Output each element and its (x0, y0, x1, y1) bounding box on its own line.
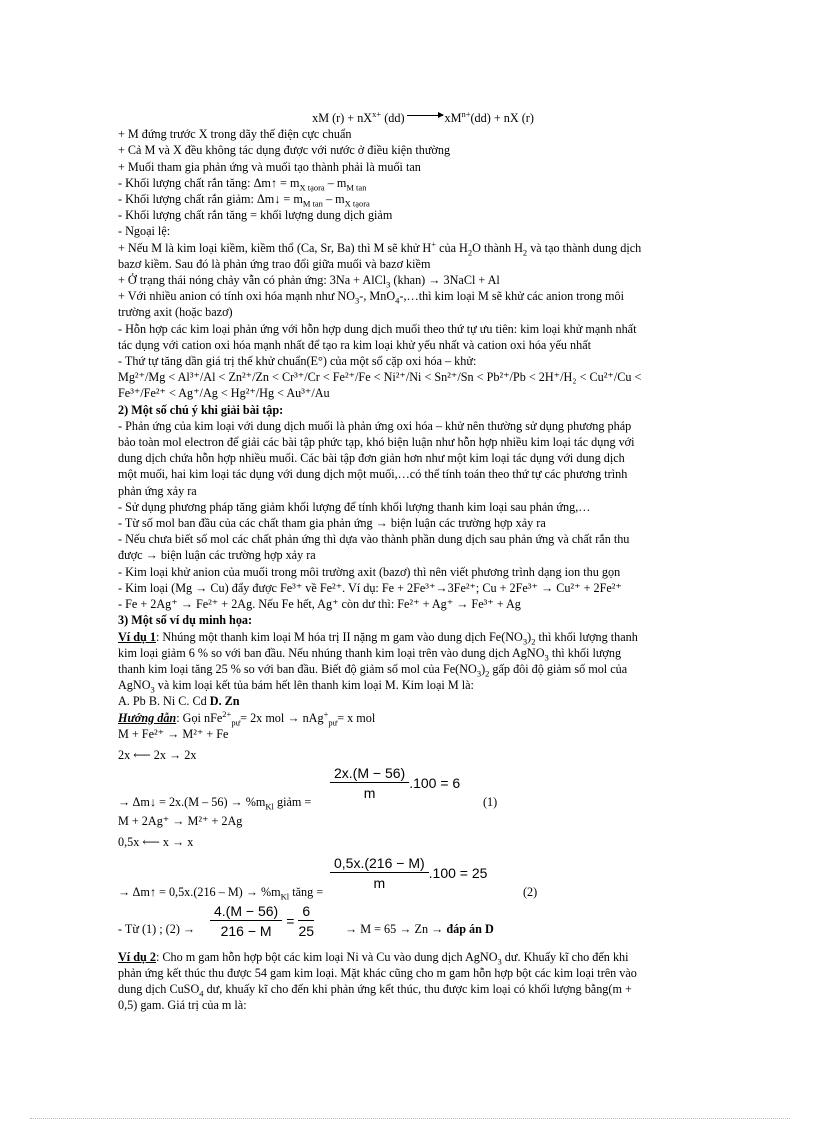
fraction-3 (210, 903, 314, 939)
exceptions-title: - Ngoại lệ: (118, 224, 171, 239)
from-text: - Từ (1) ; (2) → (118, 921, 196, 936)
mass-inc-s2: M tan (346, 182, 367, 193)
reaction-right-sup: n+ (461, 108, 471, 119)
formula-1 (118, 763, 688, 813)
example-2-line-1 (118, 949, 688, 965)
mass-increase (118, 175, 688, 191)
guide-label: Hướng dẫn (118, 710, 177, 725)
example-1-label: Ví dụ 1 (118, 629, 156, 644)
ex1-options-text: A. Pb B. Ni C. Cd (118, 694, 207, 709)
fraction-1-body (330, 765, 409, 801)
alkali-b: của H (436, 240, 468, 255)
line2b: tăng = (289, 884, 324, 899)
ex2-l3b: dư, khuấy kĩ cho đến khi phản ứng kết thúc, thu được kim loại có khối lượng bằng(m + (203, 981, 632, 996)
example-2-label: Ví dụ 2 (118, 949, 156, 964)
mass-inc-s1: X tạora (299, 182, 325, 193)
formula-3 (118, 903, 688, 949)
potential-line: - Thứ tự tăng dần giá trị thế khử chuẩn(E°) của một số cặp oxi hóa – khử: (118, 354, 477, 369)
line2a: → Δm↑ = 0,5x.(216 – M) → %m (118, 884, 281, 899)
guide-sub1: pư (231, 716, 241, 727)
delta-m-decrease (118, 794, 311, 810)
reaction-1-moles: 2x ⟵ 2x → 2x (118, 747, 197, 762)
anion-sub2: 4 (395, 295, 400, 306)
frac4-den: 25 (298, 922, 315, 939)
condition-2: + Cả M và X đều không tác dụng được với nước ở điều kiện thường (118, 143, 451, 158)
anion-a: + Với nhiều anion có tính oxi hóa mạnh như NO (118, 289, 356, 304)
mass-inc-a: - Khối lượng chất rắn tăng: Δm↑ = m (118, 175, 300, 190)
guide-b: = 2x mol → nAg (240, 710, 324, 725)
example-1-options (118, 693, 688, 709)
reaction-1: M + Fe²⁺ → M²⁺ + Fe (118, 726, 229, 741)
molten-sub: 3 (386, 279, 391, 290)
note-line: một muối, hai kim loại tác dụng với dung dịch một muối,…có thể tính toán theo thứ tự các phương trình (118, 467, 628, 482)
anion-c: -,…thì kim loại M sẽ khử các anion trong môi (399, 289, 624, 304)
mixture-line-1: - Hỗn hợp các kim loại phản ứng với hỗn hợp dung dịch muối theo thứ tự ưu tiên: kim loại khử mạnh nhất (118, 321, 637, 336)
fraction-2 (330, 855, 487, 891)
anion-b: -, MnO (359, 289, 396, 304)
formula-2 (118, 851, 688, 901)
reaction-2: M + 2Ag⁺ → M²⁺ + 2Ag (118, 814, 243, 829)
example-1-line-1 (118, 629, 688, 645)
document-page (118, 110, 688, 1013)
note-line: dung dịch chứa hỗn hợp nhiều muối. Các bài tập đơn giản hơn như một kim loại tác dụng với dung dịch (118, 451, 625, 466)
frac1-rest: .100 = 6 (409, 775, 461, 792)
ex1-l3b: ) (481, 661, 486, 676)
ex1-l1c: thì khối lượng thanh (535, 629, 638, 644)
ex2-l3a: dung dịch CuSO (118, 981, 200, 996)
ex1-l3a: thanh kim loại tăng 25 % so với ban đầu. Biết độ giảm số mol của Fe(NO (118, 661, 477, 676)
reaction-sup: x+ (372, 108, 382, 119)
note-line: phản ứng xảy ra (118, 483, 197, 498)
note-line: - Kim loại (Mg → Cu) đẩy được Fe³⁺ về Fe²⁺. Ví dụ: Fe + 2Fe³⁺→3Fe²⁺; Cu + 2Fe³⁺ → Cu²⁺ + 2Fe²⁺ (118, 580, 622, 595)
line1a: → Δm↓ = 2x.(M – 56) → %m (118, 795, 266, 810)
alkali-sub2: 2 (522, 247, 528, 258)
reaction-mid: (dd) (381, 111, 405, 125)
reaction-left: xM (r) + nX (312, 111, 373, 125)
frac3-den: 216 − M (220, 922, 272, 939)
fraction-1 (330, 765, 460, 801)
molten-a: + Ở trạng thái nóng chảy vẫn có phản ứng: 3Na + AlCl (118, 273, 387, 288)
ex2-l3s: 4 (199, 988, 204, 999)
fraction-3-body (210, 903, 282, 939)
frac2-num: 0,5x.(216 − M) (330, 855, 429, 873)
example-1-line-4 (118, 677, 688, 693)
alkali-d: và tạo thành dung dịch (527, 240, 642, 255)
ex2-l1a: : Cho m gam hỗn hợp bột các kim loại Ni và Cu vào dung dịch AgNO (155, 949, 498, 964)
mass-solution: - Khối lượng chất rắn tăng = khối lượng dung dịch giảm (118, 208, 393, 223)
ex2-l1b: dư. Khuấy kĩ cho đến khi (501, 949, 629, 964)
series-line-1: Mg²⁺/Mg < Al³⁺/Al < Zn²⁺/Zn < Cr³⁺/Cr < Fe²⁺/Fe < Ni²⁺/Ni < Sn²⁺/Sn < Pb²⁺/Pb < 2H⁺/H₂ < Cu²⁺/Cu < (118, 370, 642, 385)
note-line: - Nếu chưa biết số mol các chất phản ứng thì dựa vào thành phần dung dịch sau phản ứng và chất rắn thu (118, 532, 630, 547)
alkali-line-2: bazơ kiềm. Sau đó là phản ứng trao đổi giữa muối và bazơ kiềm (118, 256, 431, 271)
anion-line (118, 288, 688, 304)
alkali-c: O thành H (472, 240, 523, 255)
ex1-l4a: AgNO (118, 678, 151, 693)
page-bottom-divider (30, 1118, 790, 1119)
ex1-l4s: 3 (150, 684, 155, 695)
note-line: - Phản ứng của kim loại với dung dịch muối là phản ứng oxi hóa – khử nên thường sử dụng phương pháp (118, 418, 632, 433)
mass-dec-s1: M tan (302, 198, 323, 209)
frac1-den: m (363, 785, 376, 802)
mass-dec-b: – m (322, 192, 345, 207)
frac2-den: m (373, 874, 386, 891)
frac1-num: 2x.(M − 56) (330, 765, 409, 783)
example-1-line-2 (118, 645, 688, 661)
mass-dec-s2: X tạora (344, 198, 370, 209)
ex1-l1s2: 2 (531, 635, 536, 646)
line2s: Kl (280, 890, 290, 901)
reaction-right-rest: (dd) + nX (r) (470, 111, 534, 125)
result-line (345, 921, 494, 937)
frac3-eq: = (286, 912, 295, 929)
note-line: - Sử dụng phương pháp tăng giảm khối lượng để tính khối lượng thanh kim loại sau phản ứng,… (118, 499, 591, 514)
example-2-line-2: phản ứng kết thúc thu được 54 gam kim loại. Mặt khác cũng cho m gam hỗn hợp bột các kim loại trên vào (118, 965, 637, 980)
molten-b: (khan) → 3NaCl + Al (390, 273, 500, 288)
guide-a: : Gọi nFe (176, 710, 223, 725)
alkali-a: + Nếu M là kim loại kiềm, kiềm thổ (Ca, Sr, Ba) thì M sẽ khử H (118, 240, 432, 255)
ex1-l1s: 3 (522, 635, 528, 646)
anion-line-2: trường axit (hoặc bazơ) (118, 305, 233, 320)
reaction-right: xM (444, 111, 462, 125)
example-1-line-3 (118, 661, 688, 677)
reaction-2-moles: 0,5x ⟵ x → x (118, 835, 194, 850)
arrow-icon (407, 115, 443, 116)
molten-line (118, 272, 688, 288)
mixture-line-2: tác dụng với cation oxi hóa mạnh nhất để tạo ra kim loại khử yếu nhất và cation oxi hóa yếu nhất (118, 337, 591, 352)
guide-sup2: + (323, 708, 329, 719)
anion-sub: 3 (355, 295, 360, 306)
guide-sup1: 2+ (222, 708, 232, 719)
condition-1: + M đứng trước X trong dãy thế điện cực chuẩn (118, 127, 352, 142)
mass-dec-a: - Khối lượng chất rắn giảm: Δm↓ = m (118, 192, 303, 207)
ex1-l3s2: 2 (485, 668, 490, 679)
example-2-line-3 (118, 981, 688, 997)
ex1-answer: D. Zn (206, 694, 240, 709)
frac4-num: 6 (298, 903, 314, 921)
ex1-l3s: 3 (476, 668, 482, 679)
condition-3: + Muối tham gia phản ứng và muối tạo thành phải là muối tan (118, 159, 421, 174)
ex1-l2b: thì khối lượng (548, 645, 622, 660)
line1s: Kl (265, 801, 274, 812)
ex1-l3c: gấp đôi độ giảm số mol của (489, 661, 628, 676)
ex1-l2s: 3 (544, 652, 549, 663)
section-3-title: 3) Một số ví dụ minh họa: (118, 613, 253, 628)
delta-m-increase (118, 884, 323, 900)
alkali-line (118, 240, 688, 256)
note-line: được → biện luận các trường hợp xảy ra (118, 548, 316, 563)
note-line: - Fe + 2Ag⁺ → Fe²⁺ + 2Ag. Nếu Fe hết, Ag⁺ còn dư thì: Fe²⁺ + Ag⁺ → Fe³⁺ + Ag (118, 597, 521, 612)
frac2-rest: .100 = 25 (428, 864, 488, 881)
note-line: bảo toàn mol electron để giải các bài tập phức tạp, khó biện luận như hỗn hợp nhiều kim loại tác dụng với (118, 435, 635, 450)
equation-tag-1: (1) (483, 795, 498, 810)
mass-decrease (118, 191, 688, 207)
note-line: - Kim loại khử anion của muối trong môi trường axit (bazơ) thì nên viết phương trình dạng ion thu gọn (118, 564, 621, 579)
example-2-line-4: 0,5) gam. Giá trị của m là: (118, 998, 247, 1013)
guide-c: = x mol (337, 710, 376, 725)
ex1-l4b: và kim loại kết tủa bám hết lên thanh kim loại M. Kim loại M là: (154, 678, 474, 693)
frac3-num: 4.(M − 56) (210, 903, 282, 921)
result-answer: đáp án D (443, 921, 494, 936)
ex1-l1a: : Nhúng một thanh kim loại M hóa trị II nặng m gam vào dung dịch Fe(NO (155, 629, 523, 644)
section-2-title: 2) Một số chú ý khi giải bài tập: (118, 402, 284, 417)
guide-line (118, 710, 688, 726)
series-line-2: Fe³⁺/Fe²⁺ < Ag⁺/Ag < Hg²⁺/Hg < Au³⁺/Au (118, 386, 330, 401)
ex1-l2a: kim loại giảm 6 % so với ban đầu. Nếu nhúng thanh kim loại trên vào dung dịch AgNO (118, 645, 545, 660)
reaction-equation (118, 110, 688, 126)
equation-tag-2: (2) (523, 884, 538, 899)
result-text: → M = 65 → Zn → (345, 921, 444, 936)
note-line: - Từ số mol ban đầu của các chất tham gia phản ứng → biện luận các trường hợp xảy ra (118, 516, 546, 531)
line1b: giảm = (273, 795, 312, 810)
fraction-2-body (330, 855, 429, 891)
alkali-sub: 2 (467, 247, 473, 258)
guide-sub2: pư (328, 716, 338, 727)
mass-inc-b: – m (324, 175, 347, 190)
ex1-l1b: ) (527, 629, 532, 644)
alkali-sup: + (431, 238, 437, 249)
ex2-l1s: 3 (497, 955, 502, 966)
fraction-4-body (298, 903, 314, 939)
